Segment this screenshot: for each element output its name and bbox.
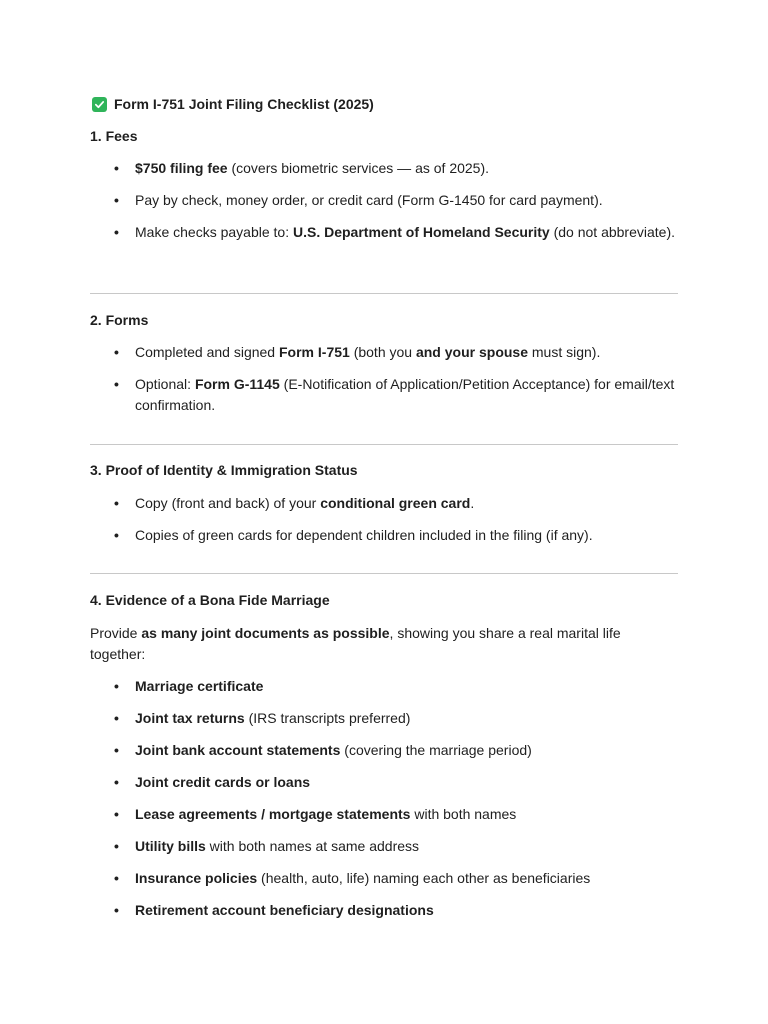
list-item: • Joint tax returns (IRS transcripts preferred) — [114, 710, 411, 726]
list-item: • Joint bank account statements (covering the marriage period) — [114, 742, 532, 758]
evidence-list — [90, 676, 678, 921]
check-mark-icon — [92, 97, 107, 112]
section-heading: 2. Forms — [90, 312, 149, 328]
list-item: • Copy (front and back) of your conditional green card. — [114, 495, 475, 511]
section-fees — [90, 126, 678, 243]
divider — [90, 573, 678, 574]
section-intro: Provide as many joint documents as possible, showing you share a real marital life together: — [90, 625, 621, 662]
forms-list — [90, 342, 678, 416]
list-item: • Utility bills with both names at same address — [114, 838, 420, 854]
list-item: • Retirement account beneficiary designations — [114, 902, 434, 918]
section-marriage-evidence — [90, 590, 678, 921]
fees-list — [90, 158, 678, 243]
list-item: • Joint credit cards or loans — [114, 774, 311, 790]
section-identity — [90, 460, 678, 546]
section-heading: 3. Proof of Identity & Immigration Status — [90, 462, 358, 478]
section-heading: 1. Fees — [90, 128, 138, 144]
list-item: • Optional: Form G-1145 (E-Notification of Application/Petition Acceptance) for email/text confirmation. — [114, 376, 675, 413]
identity-list — [90, 493, 678, 546]
list-item: • Insurance policies (health, auto, life) naming each other as beneficiaries — [114, 870, 591, 886]
section-heading: 4. Evidence of a Bona Fide Marriage — [90, 592, 330, 608]
list-item: • Make checks payable to: U.S. Department of Homeland Security (do not abbreviate). — [114, 224, 675, 240]
divider — [90, 444, 678, 445]
section-forms — [90, 310, 678, 416]
list-item: • $750 filing fee (covers biometric services — as of 2025). — [114, 160, 490, 176]
list-item: • Completed and signed Form I-751 (both you and your spouse must sign). — [114, 344, 601, 360]
list-item: • Marriage certificate — [114, 678, 264, 694]
list-item: • Pay by check, money order, or credit card (Form G-1450 for card payment). — [114, 192, 603, 208]
list-item: • Copies of green cards for dependent children included in the filing (if any). — [114, 527, 593, 543]
title-row — [92, 94, 374, 115]
list-item: • Lease agreements / mortgage statements with both names — [114, 806, 517, 822]
page-title: Form I-751 Joint Filing Checklist (2025) — [114, 96, 374, 112]
divider — [90, 293, 678, 294]
